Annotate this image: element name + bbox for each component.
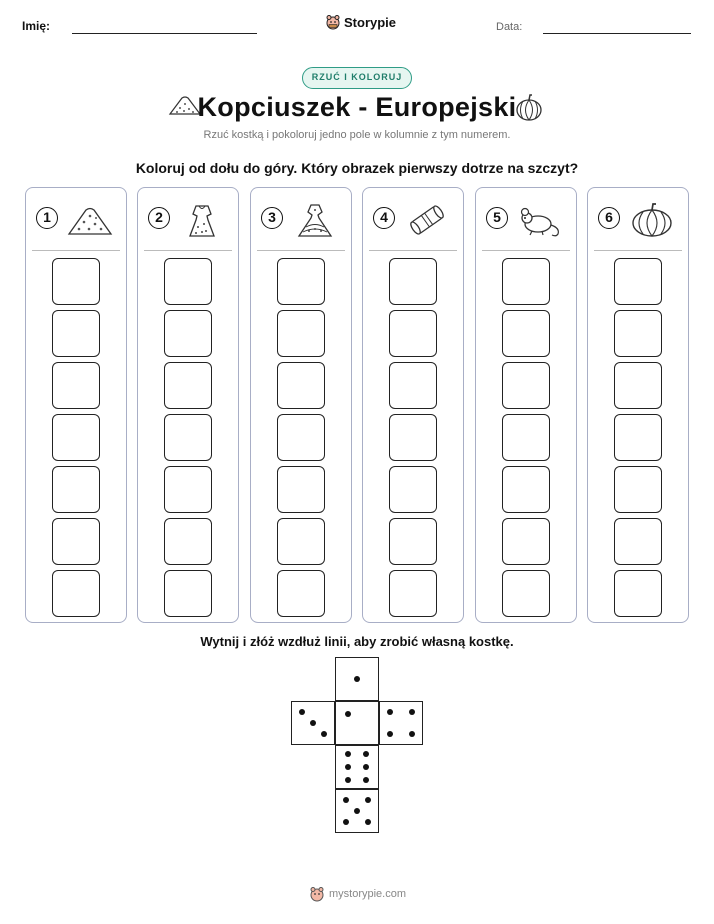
color-box[interactable]: [389, 466, 437, 513]
color-box[interactable]: [277, 414, 325, 461]
color-box[interactable]: [277, 362, 325, 409]
color-box[interactable]: [389, 310, 437, 357]
die-pip: [343, 797, 349, 803]
column-number: 2: [148, 207, 170, 229]
date-label: Data:: [496, 21, 523, 33]
instruction-text: Koloruj od dołu do góry. Który obrazek pierwszy dotrze na szczyt?: [135, 160, 579, 176]
column-header: [588, 188, 688, 248]
color-box[interactable]: [52, 414, 100, 461]
die-face: [379, 701, 423, 745]
column-number: 3: [261, 207, 283, 229]
die-face: [335, 701, 379, 745]
name-label: Imię:: [22, 19, 51, 33]
color-box[interactable]: [52, 362, 100, 409]
die-pip: [343, 819, 349, 825]
column-number: 5: [486, 207, 508, 229]
column-divider: [144, 250, 232, 251]
brand-logo: [325, 14, 396, 30]
die-pip: [345, 711, 351, 717]
cut-instruction: Wytnij i złóż wzdłuż linii, aby zrobić własną kostkę.: [200, 634, 514, 649]
color-box[interactable]: [389, 570, 437, 617]
activity-badge: RZUĆ I KOLORUJ: [302, 67, 412, 89]
color-box[interactable]: [52, 570, 100, 617]
color-box[interactable]: [52, 518, 100, 565]
color-box[interactable]: [277, 518, 325, 565]
column-divider: [482, 250, 570, 251]
mouse-icon: [516, 202, 564, 238]
column-divider: [369, 250, 457, 251]
color-box[interactable]: [164, 570, 212, 617]
color-box[interactable]: [52, 310, 100, 357]
die-pip: [409, 731, 415, 737]
die-pip: [321, 731, 327, 737]
gown-icon: [291, 202, 339, 238]
die-pip: [387, 709, 393, 715]
color-box[interactable]: [164, 466, 212, 513]
pumpkin-icon: [514, 92, 544, 122]
die-pip: [345, 777, 351, 783]
die-pip: [345, 764, 351, 770]
die-pip: [363, 764, 369, 770]
color-box[interactable]: [277, 570, 325, 617]
die-pip: [409, 709, 415, 715]
ash-pile-icon: [66, 202, 114, 238]
color-box[interactable]: [164, 258, 212, 305]
die-pip: [354, 676, 360, 682]
color-box[interactable]: [502, 310, 550, 357]
column-number: 6: [598, 207, 620, 229]
color-box[interactable]: [389, 362, 437, 409]
date-line[interactable]: [543, 33, 691, 34]
color-box[interactable]: [164, 414, 212, 461]
column-header: [26, 188, 126, 248]
color-box[interactable]: [52, 466, 100, 513]
color-box[interactable]: [277, 310, 325, 357]
pumpkin-icon: [628, 202, 676, 238]
column-5: [475, 187, 577, 623]
die-face: [335, 789, 379, 833]
color-box[interactable]: [52, 258, 100, 305]
color-box[interactable]: [614, 570, 662, 617]
color-box[interactable]: [389, 414, 437, 461]
color-box[interactable]: [502, 414, 550, 461]
footer-url[interactable]: mystorypie.com: [329, 888, 407, 900]
column-divider: [594, 250, 682, 251]
column-3: [250, 187, 352, 623]
column-header: [138, 188, 238, 248]
column-1: [25, 187, 127, 623]
color-box[interactable]: [502, 258, 550, 305]
color-box[interactable]: [502, 518, 550, 565]
die-pip: [363, 751, 369, 757]
column-6: [587, 187, 689, 623]
color-box[interactable]: [277, 466, 325, 513]
column-header: [476, 188, 576, 248]
storypie-logo-icon: [325, 14, 341, 30]
color-box[interactable]: [502, 570, 550, 617]
die-pip: [354, 808, 360, 814]
die-pip: [299, 709, 305, 715]
die-pip: [387, 731, 393, 737]
die-face: [291, 701, 335, 745]
page-subtitle: Rzuć kostką i pokoloruj jedno pole w kolumnie z tym numerem.: [203, 129, 511, 141]
column-number: 1: [36, 207, 58, 229]
column-divider: [32, 250, 120, 251]
brand-name: Storypie: [344, 14, 397, 30]
die-face: [335, 745, 379, 789]
name-line[interactable]: [72, 33, 257, 34]
color-box[interactable]: [389, 258, 437, 305]
color-box[interactable]: [164, 310, 212, 357]
storypie-logo-icon: [309, 886, 325, 902]
color-box[interactable]: [614, 518, 662, 565]
color-box[interactable]: [614, 414, 662, 461]
column-header: [363, 188, 463, 248]
column-number: 4: [373, 207, 395, 229]
die-pip: [363, 777, 369, 783]
color-box[interactable]: [164, 362, 212, 409]
die-face: [335, 657, 379, 701]
scroll-icon: [403, 202, 451, 238]
column-2: [137, 187, 239, 623]
column-4: [362, 187, 464, 623]
die-pip: [365, 819, 371, 825]
column-divider: [257, 250, 345, 251]
die-pip: [365, 797, 371, 803]
dress-icon: [178, 202, 226, 238]
color-box[interactable]: [277, 258, 325, 305]
footer: [309, 886, 406, 902]
color-box[interactable]: [614, 362, 662, 409]
color-box[interactable]: [502, 466, 550, 513]
column-header: [251, 188, 351, 248]
color-box[interactable]: [614, 466, 662, 513]
page-title: Kopciuszek - Europejski: [197, 92, 517, 122]
color-box[interactable]: [164, 518, 212, 565]
die-pip: [310, 720, 316, 726]
color-box[interactable]: [389, 518, 437, 565]
color-box[interactable]: [502, 362, 550, 409]
color-box[interactable]: [614, 258, 662, 305]
die-pip: [345, 751, 351, 757]
color-box[interactable]: [614, 310, 662, 357]
